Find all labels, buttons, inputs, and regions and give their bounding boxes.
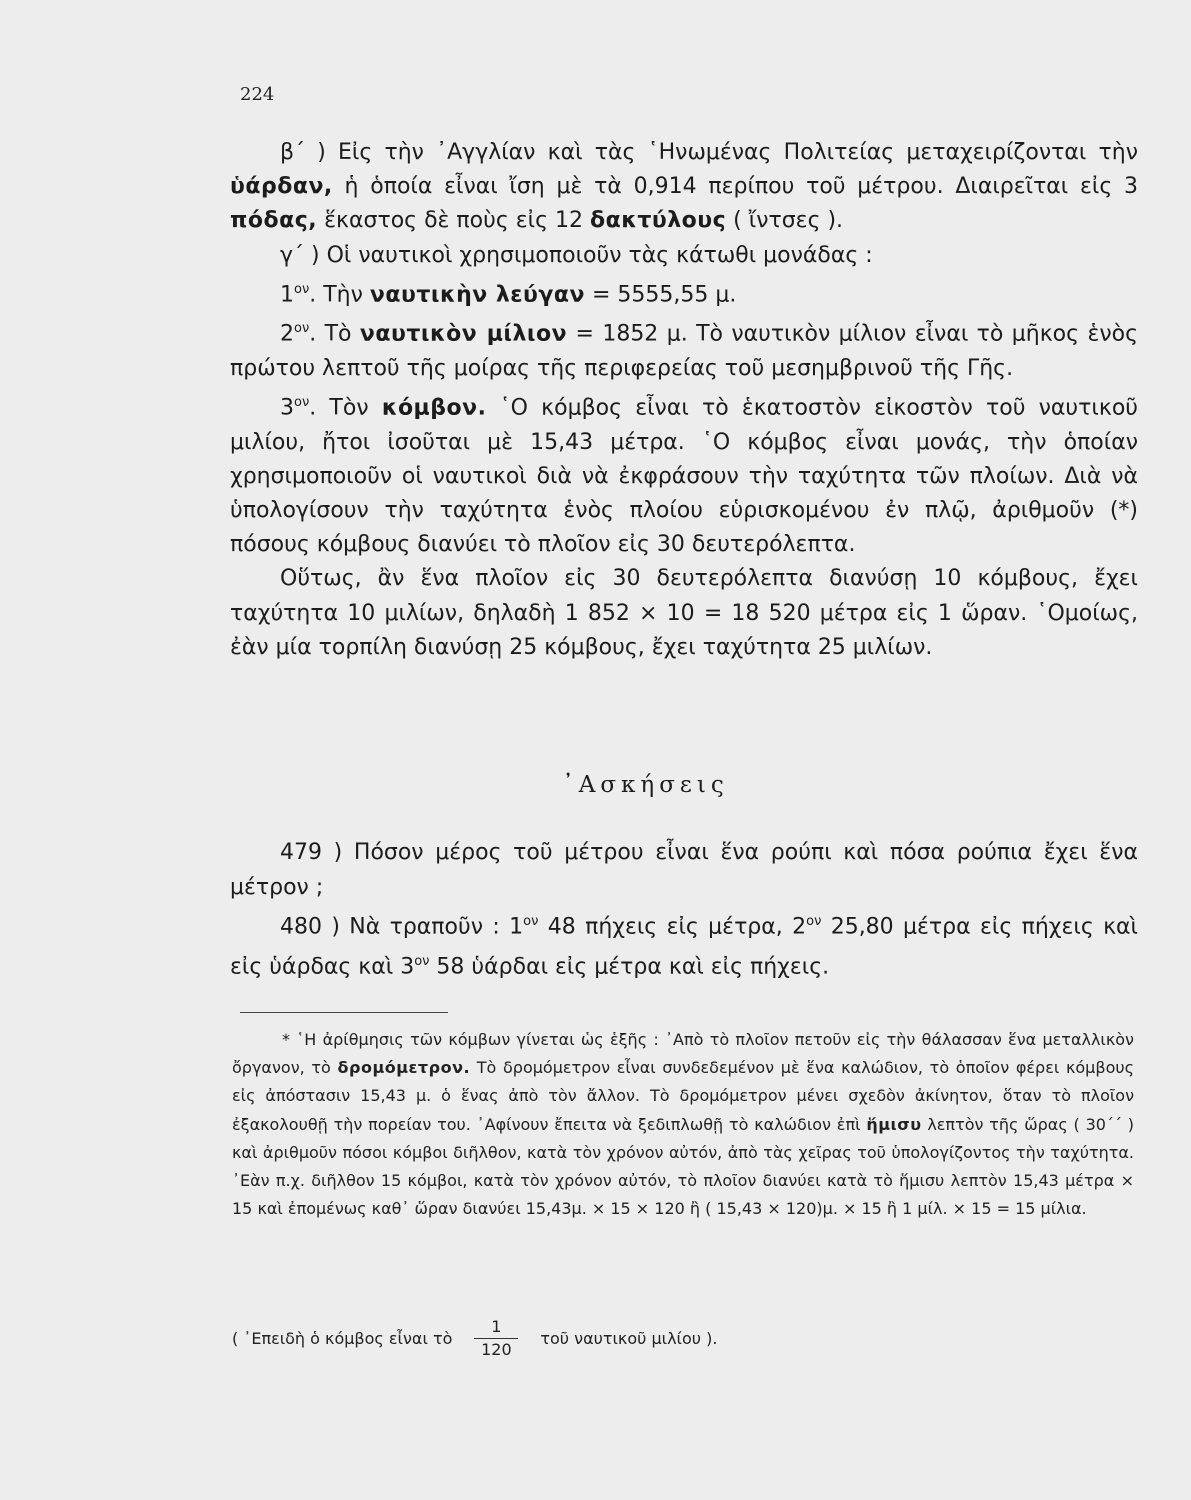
exercise-479: 479 ) Πόσον μέρος τοῦ μέτρου εἶναι ἕνα ρούπι καὶ πόσα ρούπια ἔχει ἕνα μέτρον ; xyxy=(230,840,1138,900)
paragraph-mile: $2^{o\nu}$. Τὸ ναυτικὸν μίλιον = 1852 μ. Τὸ ναυτικὸν μίλιον εἶναι τὸ μῆκος ἑνὸς πρώτου λεπτοῦ τῆς μοίρας τῆς περιφερείας τοῦ μεσημβρινοῦ τῆς Γῆς. xyxy=(230,321,1138,381)
footnote xyxy=(232,1026,1134,1223)
term-knot: κόμβον. xyxy=(381,395,487,421)
exercise-480: 480 ) Νὰ τραποῦν : $1^{o\nu}$ 48 πήχεις εἰς μέτρα, $2^{o\nu}$ 25,80 μέτρα εἰς πήχεις καὶ εἰς ὑάρδας καὶ $3^{o\nu}$ 58 ὑάρδαι εἰς μέτρα καὶ εἰς πήχεις. xyxy=(230,914,1138,980)
fraction-denominator: 120 xyxy=(481,1340,512,1359)
term-inches: δακτύλους xyxy=(589,208,727,234)
term-nautical-mile: ναυτικὸν μίλιον xyxy=(359,321,568,347)
main-text xyxy=(230,136,1138,665)
footnote-rule xyxy=(240,1012,448,1013)
fraction xyxy=(474,1318,518,1359)
paragraph-knot: $3^{o\nu}$. Τὸν κόμβον. ῾Ο κόμβος εἶναι τὸ ἑκατοστὸν εἰκοστὸν τοῦ ναυτικοῦ μιλίου, ἤτοι ἰσοῦται μὲ 15,43 μέτρα. ῾Ο κόμβος εἶναι μονάς, τὴν ὁποίαν χρησιμοποιοῦν οἱ ναυτικοὶ διὰ νὰ ἐκφράσουν τὴν ταχύτητα τῶν πλοίων. Διὰ νὰ ὑπολογίσουν τὴν ταχύτητα ἑνὸς πλοίου εὑρισκομένου ἐν πλῷ, ἀριθμοῦν (*) πόσους κόμβους διανύει τὸ πλοῖον εἰς 30 δευτερόλεπτα. xyxy=(230,395,1139,558)
fraction-numerator: 1 xyxy=(491,1317,502,1336)
exercises-heading-row xyxy=(0,772,1191,798)
term-feet: πόδας, xyxy=(230,208,318,234)
paragraph-example: Οὕτως, ἂν ἕνα πλοῖον εἰς 30 δευτερόλεπτα διανύσῃ 10 κόμβους, ἔχει ταχύτητα 10 μιλίων, δηλαδὴ 1 852 × 10 = 18 520 μέτρα εἰς 1 ὥραν. ῾Ομοίως, ἐὰν μία τορπίλη διανύσῃ 25 κόμβους, ἔχει ταχύτητα 25 μιλίων. xyxy=(230,566,1138,660)
footnote-text: * ῾Η ἀρίθμησις τῶν κόμβων γίνεται ὡς ἑξῆς : ᾿Απὸ τὸ πλοῖον πετοῦν εἰς τὴν θάλασσαν ἕνα μεταλλικὸν ὄργανον, τὸ δρομόμετρον. Τὸ δρομόμετρον εἶναι συνδεδεμένον μὲ ἕνα καλώδιον, τὸ ὁποῖον φέρει κόμβους εἰς ἀπόστασιν 15,43 μ. ὁ ἕνας ἀπὸ τὸν ἄλλον. Τὸ δρομόμετρον μένει σχεδὸν ἀκίνητον, ὅταν τὸ πλοῖον ἐξακολουθῇ τὴν πορείαν του. ᾿Αφίνουν ἔπειτα νὰ ξεδιπλωθῇ τὸ καλώδιον ἐπὶ ἥμισυ λεπτὸν τῆς ὥρας ( 30΄΄ ) καὶ ἀριθμοῦν πόσοι κόμβοι διῆλθον, κατὰ τὸν χρόνον αὐτόν, ἀπὸ τὰς χεῖρας τοῦ ὑπολογίζοντος τὴν ταχύτητα. ᾿Εὰν π.χ. διῆλθον 15 κόμβοι, κατὰ τὸν χρόνον αὐτόν, τὸ πλοῖον διανύει κατὰ τὸ ἥμισυ λεπτὸν 15,43 μέτρα × 15 καὶ ἐπομένως καθ᾿ ὥραν διανύει 15,43μ. × 15 × 120 ἢ ( 15,43 × 120)μ. × 15 ἢ 1 μίλ. × 15 = 15 μίλια. xyxy=(232,1030,1135,1219)
fraction-bar xyxy=(474,1338,518,1339)
paragraph-beta: β΄ ) Εἰς τὴν ᾿Αγγλίαν καὶ τὰς ῾Ηνωμένας Πολιτείας μεταχειρίζονται τὴν ὑάρδαν, ἡ ὁποία εἶναι ἴση μὲ τὰ 0,914 περίπου τοῦ μέτρου. Διαιρεῖται εἰς 3 πόδας, ἕκαστος δὲ ποὺς εἰς 12 δακτύλους ( ἴντσες ). xyxy=(230,140,1138,234)
term-half: ἥμισυ xyxy=(866,1114,922,1134)
paragraph-gamma: γ΄ ) Οἱ ναυτικοὶ χρησιμοποιοῦν τὰς κάτωθι μονάδας : xyxy=(280,242,873,268)
term-nautical-league: ναυτικὴν λεύγαν xyxy=(369,282,585,308)
footnote-final-line: ( ᾿Επειδὴ ὁ κόμβος εἶναι τὸ $\frac{1}{120}$ τοῦ ναυτικοῦ μιλίου ). xyxy=(232,1317,718,1359)
term-yard: ὑάρδαν, xyxy=(230,174,333,200)
paragraph-league: $1^{o\nu}$. Τὴν ναυτικὴν λεύγαν = 5555,55 μ. xyxy=(280,281,737,308)
exercises-heading: ᾿Ασκήσεις xyxy=(562,772,729,798)
term-log: δρομόμετρον. xyxy=(337,1058,471,1078)
page-number: 224 xyxy=(240,84,275,105)
exercises-list xyxy=(230,836,1138,985)
